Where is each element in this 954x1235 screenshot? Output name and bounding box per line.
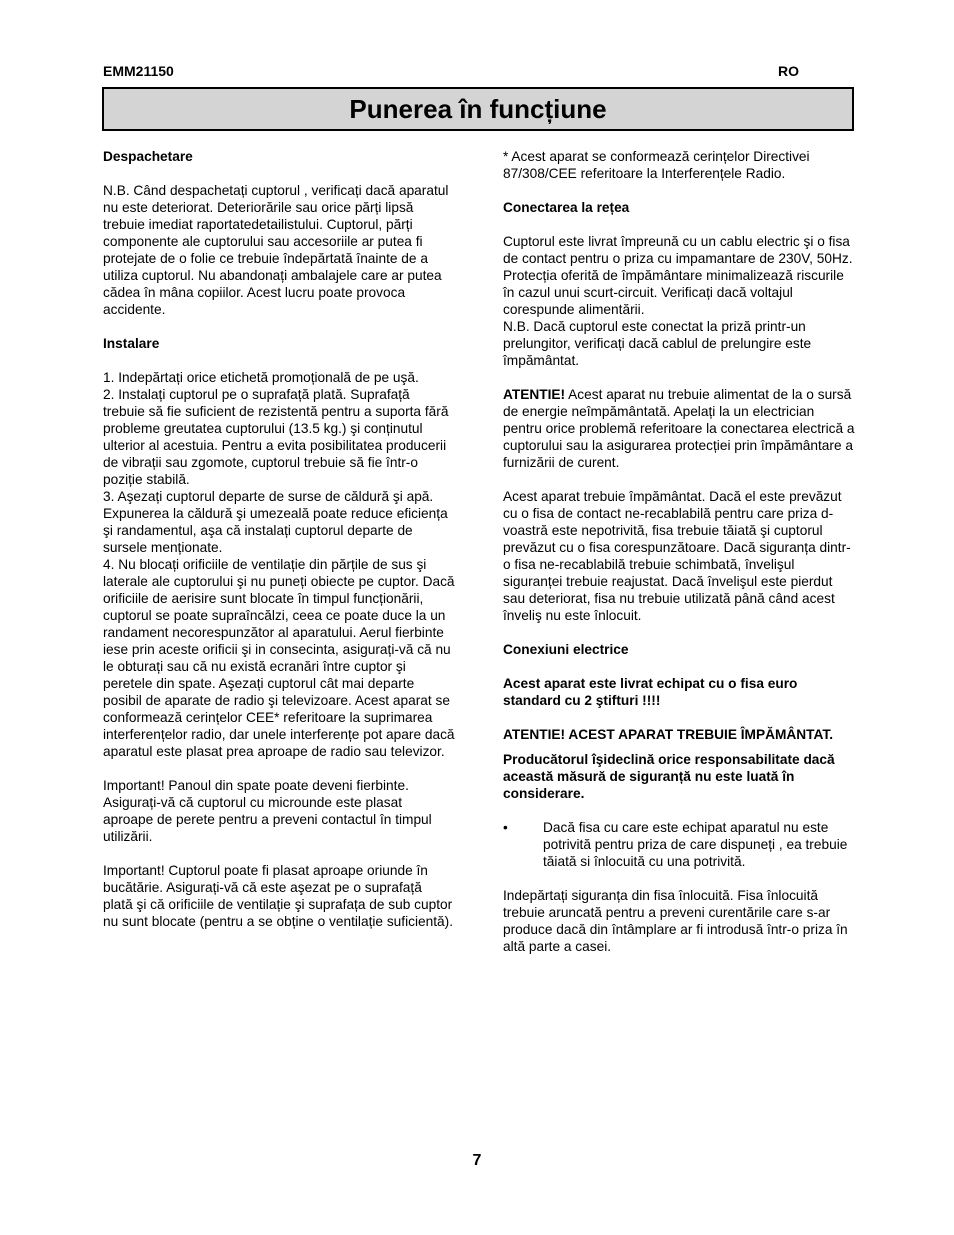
bullet-text: Dacă fisa cu care este echipat aparatul nu este potrivită pentru priza de care dispuneți , ea trebuie tăiată si înlocuită cu una potrivită. [543, 820, 848, 869]
paragraph-unpacking: N.B. Când despachetați cuptorul , verificați dacă aparatul nu este deteriorat. Deteriorările sau orice părți lipsă trebuie imediat raportatedetailistului. Cuptorul, părți componente ale cuptorului sau accesoriile ar putea fi protejate de o folie ce trebuie îndepărtată înainte de a utiliza cuptorul. Nu abandonați ambalajele care ar putea cădea în mâna copiilor. Acest lucru poate provoca accidente. [103, 183, 449, 317]
install-step-1: 1. Indepărtați orice etichetă promoțională de pe uşă. [103, 370, 419, 385]
warning-text: Acest aparat nu trebuie alimentat de la o sursă de energie neîmpământată. Apelați la un electrician pentru orice problemă referitoare la conectarea electrică a cuptorului sau la asigurarea protecției prin împământare a furnizării de curent. [503, 387, 855, 470]
connection-note: N.B. Dacă cuptorul este conectat la priză printr-un prelungitor, verificați dacă cablul de prelungire este împământat. [503, 319, 812, 368]
install-steps [103, 369, 455, 760]
paragraph-important-placement: Important! Cuptorul poate fi plasat aproape oriunde în bucătărie. Asigurați-vă că este aşezat pe o suprafață plată şi că orificiile de ventilație şi suprafața de sub cuptor nu sunt blocate (pentru a se obține o ventilație suficientă). [103, 863, 454, 929]
bold-responsibility: Producătorul îşideclină orice responsabilitate dacă această măsură de siguranță nu este luată în considerare. [503, 752, 835, 801]
paragraph-warning [503, 386, 855, 471]
paragraph-grounding: Acest aparat trebuie împământat. Dacă el este prevăzut cu o fisa de contact ne-recablabilă pentru care priza d-voastră este nepotrivită, fisa trebuie tăiată şi cuptorul prevăzut cu o fisa corespunzătoare. Dacă siguranța dintr-o fisa ne-recablabilă trebuie schimbată, învelişul siguranței trebuie reajustat. Dacă învelişul este pierdut sau deteriorat, fisa nu trebuie utilizată până când acest înveliş nu este înlocuit. [503, 489, 851, 623]
paragraph-connection [503, 233, 855, 369]
paragraph-directive: * Acest aparat se conformează cerințelor Directivei 87/308/CEE referitoare la Interferențele Radio. [503, 149, 810, 181]
bold-euro-plug: Acest aparat este livrat echipat cu o fisa euro standard cu 2 ştifturi !!!! [503, 676, 798, 708]
heading-conectare: Conectarea la rețea [503, 200, 630, 215]
model-number: EMM21150 [103, 63, 174, 79]
heading-conexiuni: Conexiuni electrice [503, 642, 629, 657]
connection-text: Cuptorul este livrat împreună cu un cablu electric şi o fisa de contact pentru o priza cu impamantare de 230V, 50Hz. Protecția oferită de împământare minimalizează riscurile în cazul unui scurt-circuit. Verificați dacă voltajul corespunde alimentării. [503, 234, 853, 317]
page-title: Punerea în funcțiune [349, 93, 607, 124]
list-item [503, 819, 855, 870]
paragraph-important-panel: Important! Panoul din spate poate deveni fierbinte. Asigurați-vă că cuptorul cu microunde este plasat aproape de perete pentru a preveni contactul în timpul utilizării. [103, 778, 432, 844]
heading-despachetare: Despachetare [103, 149, 193, 164]
install-step-2: 2. Instalați cuptorul pe o suprafață plată. Suprafață trebuie să fie suficient de rezistentă pentru a suporta fără probleme greutatea cuptorului (13.5 kg.) şi conținutul ulterior al acestuia. Pentru a evita posibilitatea producerii de vibrații sau zgomote, cuptorul trebuie să fie într-o poziție stabilă. [103, 387, 449, 487]
right-column [503, 148, 855, 972]
page-number: 7 [472, 1152, 482, 1169]
warning-label: ATENTIE! [503, 387, 566, 402]
install-step-4: 4. Nu blocați orificiile de ventilație din părțile de sus şi laterale ale cuptorului şi nu puneți obiecte pe cuptor. Dacă orificiile de aerisire sunt blocate în timpul funcționării, cuptorul se poate supraîncălzi, ceea ce poate duce la un randament necorespunzător al aparatului. Aerul fierbinte iese prin aceste orificii şi in consecinta, asigurați-vă că nu le obturați sau că nu există ecranări între cuptor şi peretele din spate. Aşezați cuptorul cât mai departe posibil de aparate de radio şi televizoare. Acest aparat se conformează cerințelor CEE* referitoare la suprimarea interferențelor radio, dar unele interferențe pot apare dacă aparatul este plasat prea aproape de radio sau televizor. [103, 557, 455, 759]
bullet-icon: • [503, 820, 508, 835]
bold-grounding-warning: ATENTIE! ACEST APARAT TREBUIE ÎMPĂMÂNTAT. [503, 727, 833, 742]
left-column [103, 148, 455, 947]
paragraph-fuse: Indepărtați siguranța din fisa înlocuită. Fisa înlocuită trebuie aruncată pentru a preveni curentările care s-ar produce dacă din întâmplare ar fi introdusă într-o priza în altă parte a casei. [503, 888, 848, 954]
title-box [102, 87, 854, 131]
heading-instalare: Instalare [103, 336, 160, 351]
install-step-3: 3. Aşezați cuptorul departe de surse de căldură şi apă. Expunerea la căldură şi umezeală poate reduce eficiența şi randamentul, aşa că instalați cuptorul departe de sursele menționate. [103, 489, 448, 555]
language-code: RO [778, 63, 799, 79]
